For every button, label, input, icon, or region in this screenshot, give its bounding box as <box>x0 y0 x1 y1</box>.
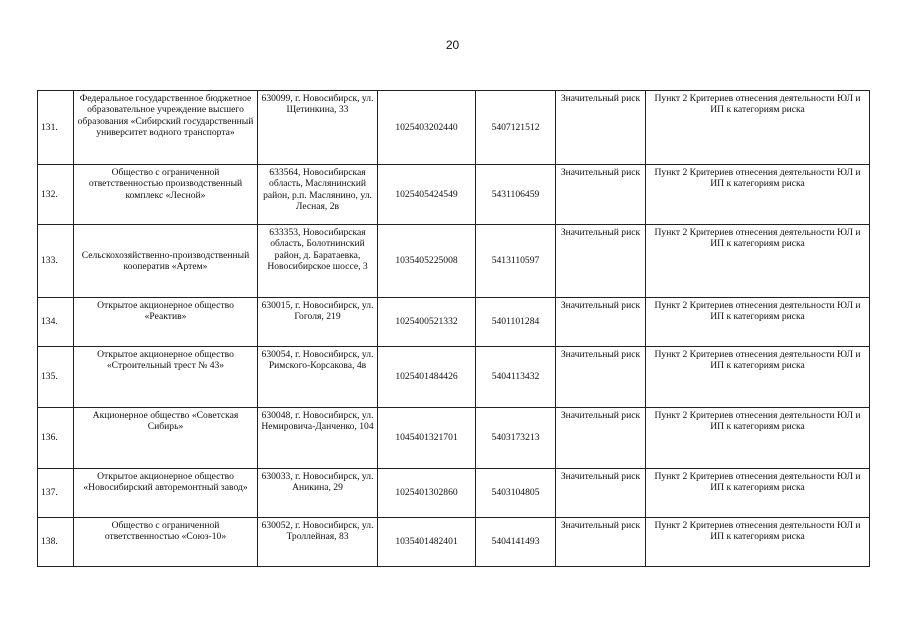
row-number: 137. <box>38 469 74 518</box>
table-row <box>38 298 870 347</box>
inn-value: 5403173213 <box>476 408 556 469</box>
ogrn-value: 1035401482401 <box>378 518 476 567</box>
inn-value: 5407121512 <box>476 91 556 165</box>
inn-value: 5404141493 <box>476 518 556 567</box>
ogrn-value: 1025401484426 <box>378 347 476 408</box>
organization-name: Общество с ограниченной ответственностью «Союз-10» <box>74 518 258 567</box>
row-number: 131. <box>38 91 74 165</box>
table-row <box>38 518 870 567</box>
inn-value: 5401101284 <box>476 298 556 347</box>
organization-name: Открытое акционерное общество «Новосибирский авторемонтный завод» <box>74 469 258 518</box>
risk-basis: Пункт 2 Критериев отнесения деятельности ЮЛ и ИП к категориям риска <box>646 91 870 165</box>
risk-category: Значительный риск <box>556 91 646 165</box>
row-number: 136. <box>38 408 74 469</box>
table-row <box>38 91 870 165</box>
risk-category: Значительный риск <box>556 469 646 518</box>
risk-basis: Пункт 2 Критериев отнесения деятельности ЮЛ и ИП к категориям риска <box>646 347 870 408</box>
row-number: 138. <box>38 518 74 567</box>
risk-category: Значительный риск <box>556 518 646 567</box>
risk-basis: Пункт 2 Критериев отнесения деятельности ЮЛ и ИП к категориям риска <box>646 165 870 225</box>
risk-category: Значительный риск <box>556 225 646 298</box>
organization-name: Открытое акционерное общество «Реактив» <box>74 298 258 347</box>
row-number: 132. <box>38 165 74 225</box>
risk-category: Значительный риск <box>556 408 646 469</box>
organization-address: 630054, г. Новосибирск, ул. Римского-Корсакова, 4в <box>258 347 378 408</box>
risk-basis: Пункт 2 Критериев отнесения деятельности ЮЛ и ИП к категориям риска <box>646 469 870 518</box>
organization-address: 633353, Новосибирская область, Болотнинский район, д. Баратаевка, Новосибирское шоссе, 3 <box>258 225 378 298</box>
organization-address: 630099, г. Новосибирск, ул. Щетинкина, 33 <box>258 91 378 165</box>
ogrn-value: 1045401321701 <box>378 408 476 469</box>
inn-value: 5413110597 <box>476 225 556 298</box>
organization-address: 630015, г. Новосибирск, ул. Гоголя, 219 <box>258 298 378 347</box>
risk-basis: Пункт 2 Критериев отнесения деятельности ЮЛ и ИП к категориям риска <box>646 298 870 347</box>
organization-address: 630033, г. Новосибирск, ул. Аникина, 29 <box>258 469 378 518</box>
table-row <box>38 225 870 298</box>
table-row <box>38 469 870 518</box>
ogrn-value: 1025400521332 <box>378 298 476 347</box>
ogrn-value: 1025403202440 <box>378 91 476 165</box>
inn-value: 5404113432 <box>476 347 556 408</box>
ogrn-value: 1035405225008 <box>378 225 476 298</box>
ogrn-value: 1025405424549 <box>378 165 476 225</box>
table-row <box>38 408 870 469</box>
inn-value: 5403104805 <box>476 469 556 518</box>
row-number: 135. <box>38 347 74 408</box>
risk-category: Значительный риск <box>556 347 646 408</box>
risk-basis: Пункт 2 Критериев отнесения деятельности ЮЛ и ИП к категориям риска <box>646 518 870 567</box>
organization-name: Открытое акционерное общество «Строительный трест № 43» <box>74 347 258 408</box>
row-number: 133. <box>38 225 74 298</box>
risk-basis: Пункт 2 Критериев отнесения деятельности ЮЛ и ИП к категориям риска <box>646 408 870 469</box>
risk-category: Значительный риск <box>556 298 646 347</box>
ogrn-value: 1025401302860 <box>378 469 476 518</box>
organization-address: 630052, г. Новосибирск, ул. Троллейная, 83 <box>258 518 378 567</box>
organization-name: Общество с ограниченной ответственностью производственный комплекс «Лесной» <box>74 165 258 225</box>
table-row <box>38 165 870 225</box>
organization-name: Сельскохозяйственно-производственный кооператив «Артем» <box>74 225 258 298</box>
organization-name: Федеральное государственное бюджетное образовательное учреждение высшего образования «Сибирский государственный университет водного транспорта» <box>74 91 258 165</box>
risk-category: Значительный риск <box>556 165 646 225</box>
page-number: 20 <box>445 38 460 52</box>
risk-basis: Пункт 2 Критериев отнесения деятельности ЮЛ и ИП к категориям риска <box>646 225 870 298</box>
organization-address: 630048, г. Новосибирск, ул. Немировича-Данченко, 104 <box>258 408 378 469</box>
row-number: 134. <box>38 298 74 347</box>
organization-address: 633564, Новосибирская область, Маслянинский район, р.п. Маслянино, ул. Лесная, 2в <box>258 165 378 225</box>
organization-name: Акционерное общество «Советская Сибирь» <box>74 408 258 469</box>
table-row <box>38 347 870 408</box>
risk-registry-table <box>37 90 870 567</box>
inn-value: 5431106459 <box>476 165 556 225</box>
